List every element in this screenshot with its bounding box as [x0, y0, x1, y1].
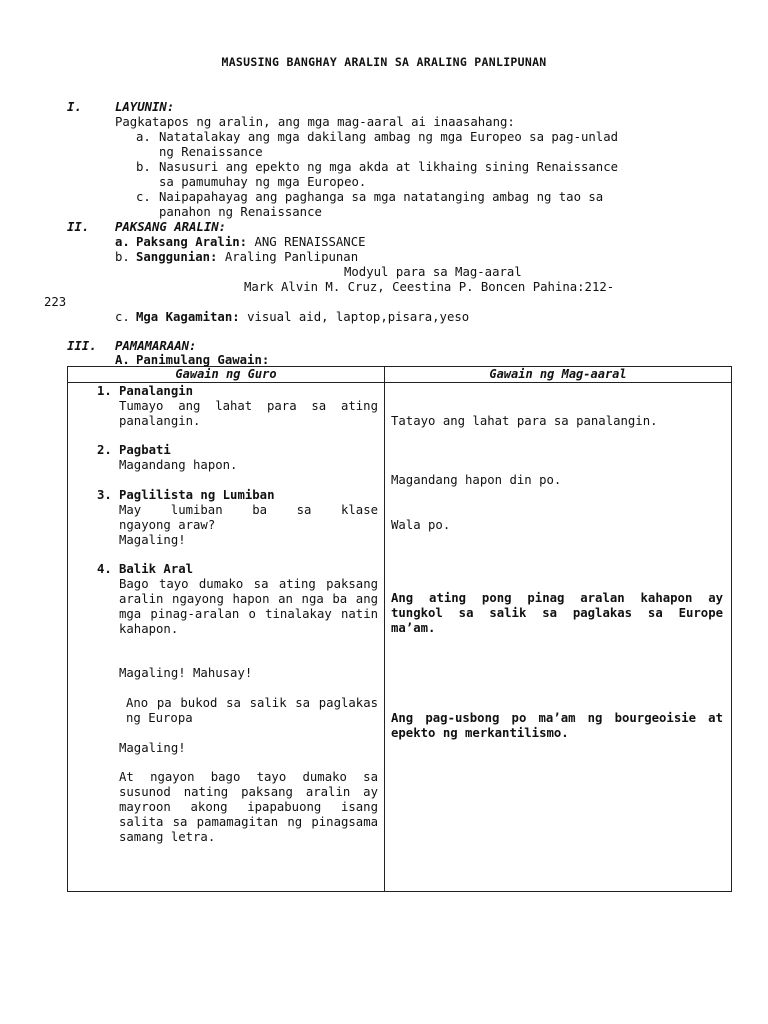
item-2-number: 2.: [97, 443, 112, 457]
objective-a-letter: a.: [136, 130, 151, 144]
objective-b-letter: b.: [136, 160, 151, 174]
activities-table: [67, 366, 732, 892]
topic-label: Paksang Aralin:: [136, 235, 248, 249]
materials-label: Mga Kagamitan:: [136, 310, 240, 324]
item-3-student-text: Wala po.: [391, 518, 451, 532]
section-3-number: III.: [67, 339, 97, 353]
materials-value: visual aid, laptop,pisara,yeso: [247, 310, 470, 324]
subsection-a-heading: Panimulang Gawain:: [136, 353, 270, 367]
item-1-number: 1.: [97, 384, 112, 398]
teacher-column-header: Gawain ng Guro: [68, 367, 385, 383]
section-3-heading: PAMAMARAAN:: [115, 339, 197, 353]
topic-line: [136, 235, 366, 250]
objective-c-line2: panahon ng Renaissance: [159, 205, 322, 219]
section-2-number: II.: [67, 220, 90, 234]
item-3-teacher-line3: Magaling!: [119, 533, 186, 547]
item-2-teacher-text: Magandang hapon.: [119, 458, 238, 472]
reference-pages-end: 223: [44, 295, 67, 309]
item-1-student-text: Tatayo ang lahat para sa panalangin.: [391, 414, 658, 428]
table-body-row: [68, 383, 732, 892]
item-4-teacher-praise: Magaling! Mahusay!: [119, 666, 253, 680]
subsection-a-letter: A.: [115, 353, 130, 367]
section-2-heading: PAKSANG ARALIN:: [115, 220, 227, 234]
objective-b-line2: sa pamumuhay ng mga Europeo.: [159, 175, 367, 189]
student-column-content: [385, 383, 731, 891]
item-1-teacher-text: Tumayo ang lahat para sa ating panalangin.: [119, 399, 378, 428]
teacher-column-content: [68, 383, 384, 891]
objective-a-line1: Natatalakay ang mga dakilang ambag ng mga Europeo sa pag-unlad: [159, 130, 619, 144]
objective-a-line2: ng Renaissance: [159, 145, 263, 159]
materials-line: [136, 310, 469, 325]
item-4-student-answer-2: Ang pag-usbong po ma’am ng bourgeoisie at epekto ng merkantilismo.: [391, 711, 723, 740]
item-3-title: Paglilista ng Lumiban: [119, 488, 275, 502]
item-3-number: 3.: [97, 488, 112, 502]
item-3-teacher-line2: ngayong araw?: [119, 518, 216, 532]
item-4-teacher-review: Bago tayo dumako sa ating paksang aralin ngayong hapon an nga ba ang mga pinag-aralan o tinalakay natin kahapon.: [119, 577, 378, 636]
item-1-title: Panalangin: [119, 384, 194, 398]
section-1-heading: LAYUNIN:: [115, 100, 175, 114]
item-2-title: Pagbati: [119, 443, 171, 457]
item-4-teacher-praise-2: Magaling!: [119, 741, 186, 755]
section-1-number: I.: [67, 100, 82, 114]
item-4-teacher-transition: At ngayon bago tayo dumako sa susunod nating paksang aralin ay mayroon akong ipapabuong isang salita sa pamamagitan ng pinagsama samang letra.: [119, 770, 378, 844]
item-3-teacher-line1: May lumiban ba sa klase: [119, 503, 378, 517]
table-header-row: [68, 367, 732, 383]
item-4-student-answer-1: Ang ating pong pinag aralan kahapon ay tungkol sa salik sa paglakas sa Europe ma’am.: [391, 591, 723, 635]
reference-letter: b.: [115, 250, 130, 264]
student-column-cell: [385, 383, 732, 892]
objectives-intro: Pagkatapos ng aralin, ang mga mag-aaral ai inaasahang:: [115, 115, 515, 129]
item-4-number: 4.: [97, 562, 112, 576]
objective-c-line1: Naipapahayag ang paghanga sa mga natatanging ambag ng tao sa: [159, 190, 604, 204]
objective-b-line1: Nasusuri ang epekto ng mga akda at likhaing sining Renaissance: [159, 160, 619, 174]
objective-c-letter: c.: [136, 190, 151, 204]
student-column-header: Gawain ng Mag-aaral: [385, 367, 732, 383]
topic-letter: a.: [115, 235, 130, 249]
reference-value: Araling Panlipunan: [224, 250, 359, 264]
item-4-title: Balik Aral: [119, 562, 194, 576]
reference-authors: Mark Alvin M. Cruz, Ceestina P. Boncen Pahina:212-: [244, 280, 615, 294]
reference-line: [136, 250, 358, 265]
topic-value: ANG RENAISSANCE: [254, 235, 366, 249]
materials-letter: c.: [115, 310, 130, 324]
reference-label: Sanggunian:: [136, 250, 218, 264]
reference-module: Modyul para sa Mag-aaral: [344, 265, 522, 279]
document-title: MASUSING BANGHAY ARALIN SA ARALING PANLIPUNAN: [221, 55, 547, 69]
teacher-column-cell: [68, 383, 385, 892]
item-2-student-text: Magandang hapon din po.: [391, 473, 562, 487]
item-4-teacher-question: Ano pa bukod sa salik sa paglakas ng Europa: [126, 696, 378, 725]
